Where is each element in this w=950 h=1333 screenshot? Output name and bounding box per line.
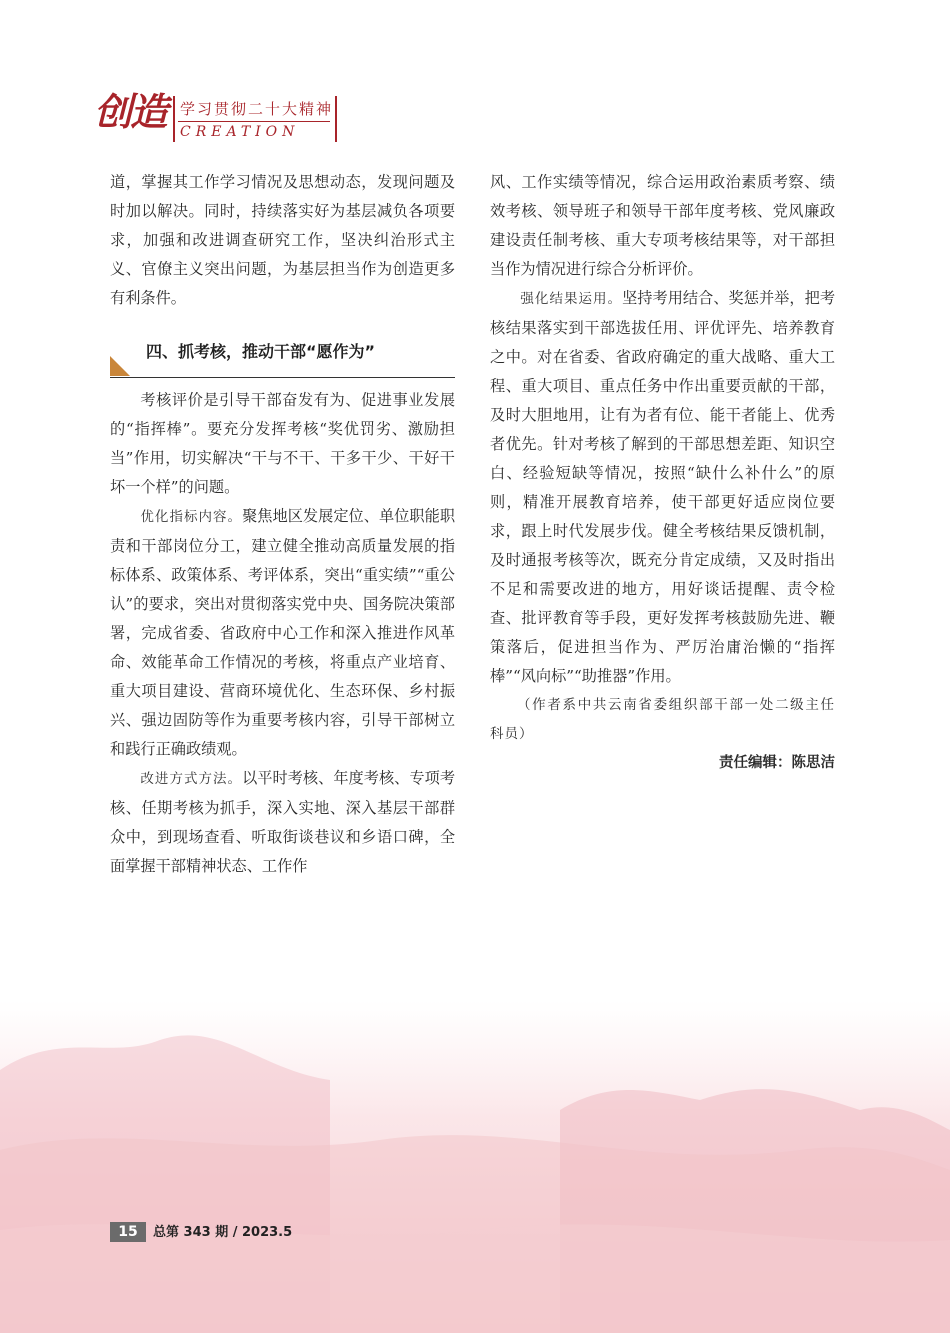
paragraph-body: 坚持考用结合、奖惩并举，把考核结果落实到干部选拔任用、评优评先、培养教育之中。对在省委、省政府确定的重大战略、重大工程、重大项目、重点任务中作出重要贡献的干部，及时大胆地用，让有为者有位、能干者能上、优秀者优先。针对考核了解到的干部思想差距、知识空白、经验短缺等情况，按照“缺什么补什么”的原则，精准开展教育培养，使干部更好适应岗位要求，跟上时代发展步伐。健全考核结果反馈机制，及时通报考核等次，既充分肯定成绩，又及时指出不足和需要改进的地方，用好谈话提醒、责令检查、批评教育等手段，更好发挥考核鼓励先进、鞭策落后，促进担当作为、严厉治庸治懒的“指挥棒”“风向标”“助推器”作用。: [490, 289, 836, 685]
paragraph: [110, 502, 455, 764]
paragraph-lead: 改进方式方法。: [140, 771, 243, 787]
paragraph: 风、工作实绩等情况，综合运用政治素质考察、绩效考核、领导班子和领导干部年度考核、党风廉政建设责任制考核、重大专项考核结果等，对干部担当作为情况进行综合分析评价。: [490, 173, 835, 278]
page-number: 15: [110, 1222, 146, 1242]
paragraph: 考核评价是引导干部奋发有为、促进事业发展的“指挥棒”。要充分发挥考核“奖优罚劣、激励担当”作用，切实解决“干与不干、干多干少、干好干坏一个样”的问题。: [110, 391, 455, 496]
responsible-editor: 责任编辑：陈思洁: [719, 755, 835, 771]
paragraph: [110, 764, 455, 881]
right-column: [490, 168, 835, 778]
paragraph-body: 聚焦地区发展定位、单位职能职责和干部岗位分工，建立健全推动高质量发展的指标体系、政策体系、考评体系，突出“重实绩”“重公认”的要求，突出对贯彻落实党中央、国务院决策部署，完成省委、省政府中心工作和深入推进作风革命、效能革命工作情况的考核，将重点产业培育、重大项目建设、营商环境优化、生态环保、乡村振兴、强边固防等作为重要考核内容，引导干部树立和践行正确政绩观。: [110, 507, 456, 758]
paragraph-body: 以平时考核、年度考核、专项考核、任期考核为抓手，深入实地、深入基层干部群众中，到现场查看、听取街谈巷议和乡语口碑，全面掌握干部精神状态、工作作: [110, 769, 456, 875]
header-subtitle: 学习贯彻二十大精神: [180, 100, 334, 118]
section-divider: [110, 377, 455, 378]
triangle-marker-icon: [110, 356, 130, 376]
section-heading: [110, 340, 455, 380]
section-title: 四、抓考核，推动干部“愿作为”: [146, 342, 376, 361]
paragraph: [490, 284, 835, 691]
paragraph: 道，掌握其工作学习情况及思想动态，发现问题及时加以解决。同时，持续落实好为基层减负各项要求，加强和改进调查研究工作，坚决纠治形式主义、官僚主义突出问题，为基层担当作为创造更多有利条件。: [110, 173, 455, 307]
magazine-logo: 创造: [94, 89, 167, 134]
paragraph-lead: 强化结果运用。: [520, 291, 623, 307]
issue-info: 总第 343 期 / 2023.5: [153, 1225, 293, 1240]
paragraph-lead: 优化指标内容。: [140, 509, 243, 525]
header-divider: [178, 121, 330, 122]
author-note: （作者系中共云南省委组织部干部一处二级主任科员）: [490, 697, 835, 742]
left-column: [110, 168, 455, 881]
header-english: CREATION: [180, 124, 300, 140]
